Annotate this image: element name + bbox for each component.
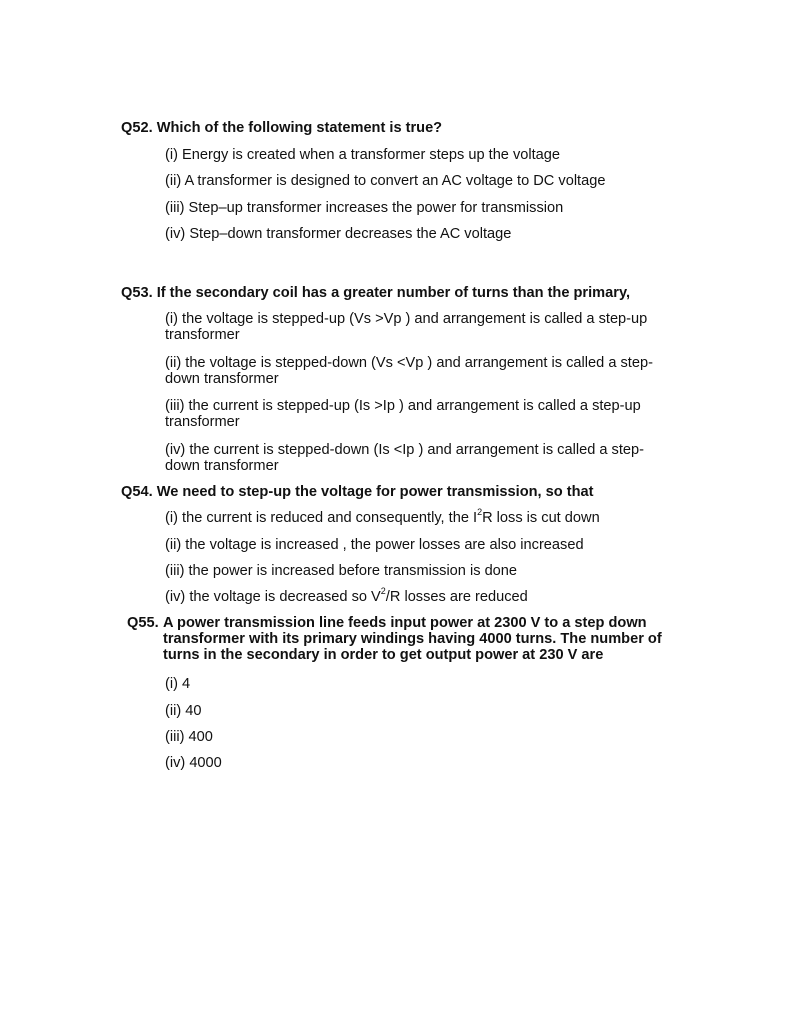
option: [165, 586, 528, 605]
question-55-text: [163, 615, 683, 663]
option: [165, 355, 665, 387]
option-line: (iii) the current is stepped-up (Is >Ip ) and arrangement is called a step-up: [165, 398, 641, 414]
question-number: Q52.: [121, 120, 153, 136]
option: (ii) A transformer is designed to convert an AC voltage to DC voltage: [165, 173, 606, 189]
option-text: (iv) the voltage is decreased so V: [165, 589, 381, 605]
option: (iii) 400: [165, 729, 213, 745]
option: [165, 311, 665, 343]
option-text: R loss is cut down: [482, 510, 600, 526]
option: (iii) Step–up transformer increases the power for transmission: [165, 200, 564, 216]
superscript: 2: [380, 586, 386, 597]
option: (ii) the voltage is increased , the power losses are also increased: [165, 537, 584, 553]
option: (ii) 40: [165, 703, 202, 719]
question-text: Which of the following statement is true?: [156, 120, 443, 136]
option-line: transformer: [165, 327, 240, 343]
question-53: [121, 285, 630, 301]
question-54: [121, 484, 594, 500]
option: (iv) Step–down transformer decreases the AC voltage: [165, 226, 512, 242]
option: [165, 398, 665, 430]
option-line: transformer: [165, 414, 240, 430]
question-line: A power transmission line feeds input power at 2300 V to a step down: [163, 615, 647, 631]
superscript: 2: [477, 507, 483, 518]
option: (i) 4: [165, 676, 191, 692]
option-line: (i) the voltage is stepped-up (Vs >Vp ) and arrangement is called a step-up: [165, 311, 648, 327]
option-line: down transformer: [165, 371, 279, 387]
option-line: (iv) the current is stepped-down (Is <Ip ) and arrangement is called a step-: [165, 442, 644, 458]
question-number: Q53.: [121, 285, 153, 301]
option-text: (i) the current is reduced and consequently, the I: [165, 510, 478, 526]
option: (iii) the power is increased before transmission is done: [165, 563, 518, 579]
option: [165, 507, 600, 526]
question-52: [121, 120, 442, 136]
option: (i) Energy is created when a transformer steps up the voltage: [165, 147, 561, 163]
option: (iv) 4000: [165, 755, 222, 771]
option-text: /R losses are reduced: [385, 589, 528, 605]
option-line: down transformer: [165, 458, 279, 474]
question-line: turns in the secondary in order to get output power at 230 V are: [163, 647, 604, 663]
question-text: If the secondary coil has a greater number of turns than the primary,: [156, 285, 631, 301]
option-line: (ii) the voltage is stepped-down (Vs <Vp ) and arrangement is called a step-: [165, 355, 653, 371]
question-text: We need to step-up the voltage for power transmission, so that: [156, 484, 594, 500]
option: [165, 442, 665, 474]
question-55-number: Q55.: [127, 615, 159, 631]
question-number: Q54.: [121, 484, 153, 500]
question-line: transformer with its primary windings having 4000 turns. The number of: [163, 631, 662, 647]
